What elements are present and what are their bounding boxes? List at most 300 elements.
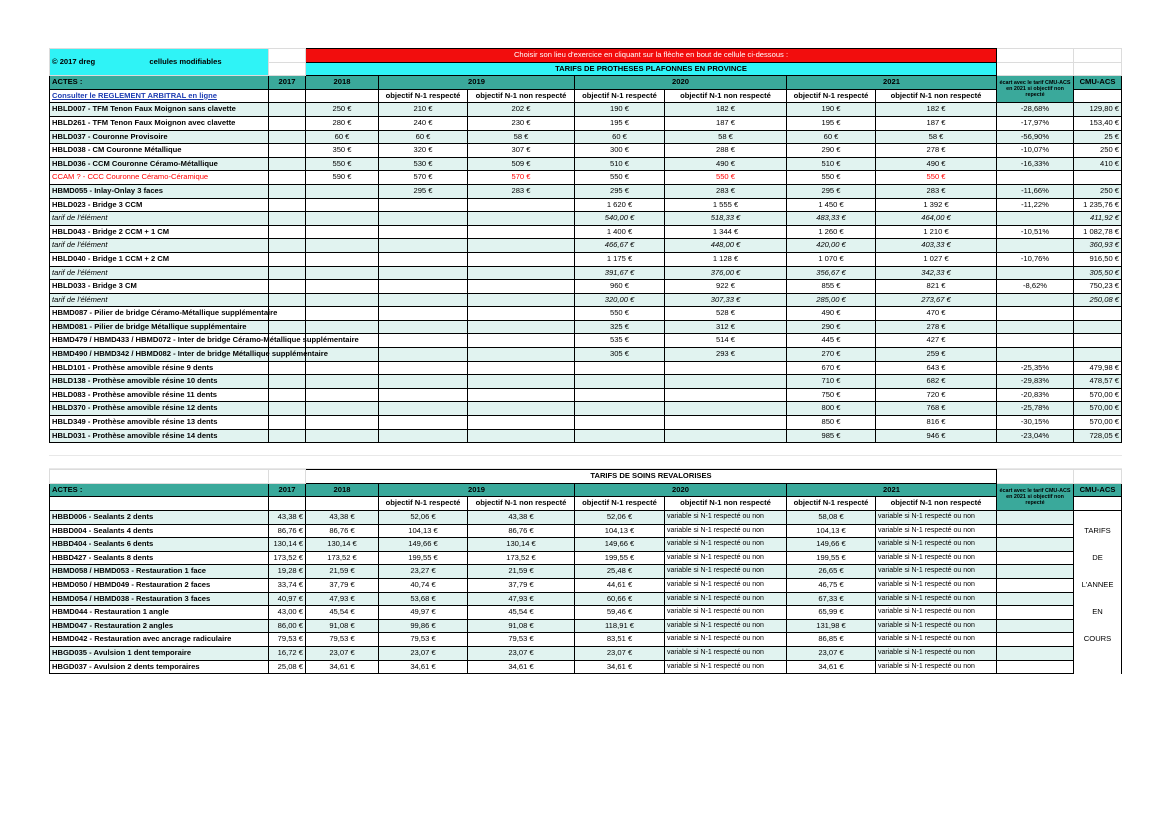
cell-a19[interactable]: 320 €	[379, 144, 468, 158]
cell-b19[interactable]: 230 €	[468, 116, 575, 130]
cell-y2018[interactable]: 250 €	[306, 103, 379, 117]
cell-a20[interactable]: 190 €	[575, 103, 665, 117]
cell-b19[interactable]	[468, 212, 575, 226]
cell-b20[interactable]: variable si N-1 respecté ou non	[665, 660, 787, 674]
arbitral-rules-link[interactable]: Consulter le REGLEMENT ARBITRAL en ligne	[50, 89, 269, 103]
cell-a19[interactable]: 99,86 €	[379, 619, 468, 633]
cell-ecart[interactable]: -30,15%	[997, 416, 1074, 430]
cell-a19[interactable]: 23,07 €	[379, 646, 468, 660]
cell-a21[interactable]: 850 €	[787, 416, 876, 430]
cell-b20[interactable]: 448,00 €	[665, 239, 787, 253]
cell-b19[interactable]: 21,59 €	[468, 565, 575, 579]
cell-a21[interactable]: 86,85 €	[787, 633, 876, 647]
cell-cmu[interactable]: 250 €	[1074, 144, 1122, 158]
cell-y2017[interactable]: 43,38 €	[269, 511, 306, 525]
cell-b21[interactable]: 427 €	[876, 334, 997, 348]
cell-ecart[interactable]	[997, 266, 1074, 280]
cell-a19[interactable]: 149,66 €	[379, 538, 468, 552]
cell-cmu[interactable]: TARIFS	[1074, 524, 1122, 538]
cell-a20[interactable]: 1 175 €	[575, 252, 665, 266]
cell-y2018[interactable]	[306, 198, 379, 212]
cell-b20[interactable]	[665, 375, 787, 389]
cell-b20[interactable]: 518,33 €	[665, 212, 787, 226]
cell-ecart[interactable]: -20,83%	[997, 388, 1074, 402]
cell-b21[interactable]: 821 €	[876, 280, 997, 294]
cell-ecart[interactable]	[997, 633, 1074, 647]
cell-ecart[interactable]	[997, 646, 1074, 660]
cell-b20[interactable]: 376,00 €	[665, 266, 787, 280]
cell-cmu[interactable]: 728,05 €	[1074, 429, 1122, 443]
cell-a20[interactable]: 391,67 €	[575, 266, 665, 280]
cell-a19[interactable]: 295 €	[379, 184, 468, 198]
cell-cmu[interactable]: 410 €	[1074, 157, 1122, 171]
cell-a20[interactable]	[575, 375, 665, 389]
cell-a21[interactable]: 285,00 €	[787, 293, 876, 307]
cell-a21[interactable]: 445 €	[787, 334, 876, 348]
cell-b21[interactable]: 278 €	[876, 320, 997, 334]
cell-y2018[interactable]: 550 €	[306, 157, 379, 171]
cell-b20[interactable]: 1 128 €	[665, 252, 787, 266]
cell-a21[interactable]: 670 €	[787, 361, 876, 375]
cell-cmu[interactable]: 570,00 €	[1074, 416, 1122, 430]
cell-y2018[interactable]: 45,54 €	[306, 606, 379, 620]
cell-y2017[interactable]: 130,14 €	[269, 538, 306, 552]
cell-b21[interactable]: 946 €	[876, 429, 997, 443]
cell-a19[interactable]: 104,13 €	[379, 524, 468, 538]
cell-y2017[interactable]	[269, 416, 306, 430]
cell-a20[interactable]: 550 €	[575, 307, 665, 321]
cell-y2017[interactable]	[269, 402, 306, 416]
cell-y2018[interactable]	[306, 266, 379, 280]
cell-b21[interactable]: variable si N-1 respecté ou non	[876, 606, 997, 620]
cell-a20[interactable]: 118,91 €	[575, 619, 665, 633]
cell-b19[interactable]	[468, 348, 575, 362]
cell-a21[interactable]: 290 €	[787, 320, 876, 334]
cell-y2018[interactable]: 130,14 €	[306, 538, 379, 552]
cell-a20[interactable]	[575, 361, 665, 375]
cell-y2018[interactable]	[306, 416, 379, 430]
cell-a20[interactable]: 34,61 €	[575, 660, 665, 674]
cell-b21[interactable]: variable si N-1 respecté ou non	[876, 538, 997, 552]
cell-cmu[interactable]	[1074, 511, 1122, 525]
cell-a19[interactable]	[379, 375, 468, 389]
cell-ecart[interactable]	[997, 619, 1074, 633]
cell-ecart[interactable]	[997, 551, 1074, 565]
cell-a19[interactable]: 34,61 €	[379, 660, 468, 674]
cell-ecart[interactable]	[997, 239, 1074, 253]
cell-y2018[interactable]	[306, 361, 379, 375]
cell-b19[interactable]	[468, 293, 575, 307]
cell-ecart[interactable]: -11,66%	[997, 184, 1074, 198]
cell-a20[interactable]: 60 €	[575, 130, 665, 144]
cell-a20[interactable]: 44,61 €	[575, 578, 665, 592]
cell-ecart[interactable]	[997, 334, 1074, 348]
cell-a21[interactable]: 149,66 €	[787, 538, 876, 552]
cell-b20[interactable]: 550 €	[665, 171, 787, 185]
cell-b21[interactable]: 816 €	[876, 416, 997, 430]
cell-b19[interactable]	[468, 239, 575, 253]
cell-ecart[interactable]: -28,68%	[997, 103, 1074, 117]
cell-a21[interactable]: 483,33 €	[787, 212, 876, 226]
cell-cmu[interactable]: 1 082,78 €	[1074, 225, 1122, 239]
cell-a21[interactable]: 1 450 €	[787, 198, 876, 212]
cell-a21[interactable]: 750 €	[787, 388, 876, 402]
cell-b19[interactable]	[468, 429, 575, 443]
cell-a20[interactable]: 52,06 €	[575, 511, 665, 525]
cell-a21[interactable]: 490 €	[787, 307, 876, 321]
cell-b19[interactable]: 45,54 €	[468, 606, 575, 620]
cell-b20[interactable]	[665, 402, 787, 416]
cell-a20[interactable]: 510 €	[575, 157, 665, 171]
cell-a19[interactable]: 23,27 €	[379, 565, 468, 579]
cell-cmu[interactable]: 129,80 €	[1074, 103, 1122, 117]
cell-cmu[interactable]: 479,98 €	[1074, 361, 1122, 375]
cell-ecart[interactable]: -23,04%	[997, 429, 1074, 443]
cell-b20[interactable]: variable si N-1 respecté ou non	[665, 565, 787, 579]
cell-b21[interactable]: 643 €	[876, 361, 997, 375]
cell-y2018[interactable]: 23,07 €	[306, 646, 379, 660]
cell-b19[interactable]	[468, 361, 575, 375]
cell-b21[interactable]: 273,67 €	[876, 293, 997, 307]
cell-a20[interactable]: 325 €	[575, 320, 665, 334]
cell-y2018[interactable]: 34,61 €	[306, 660, 379, 674]
cell-a21[interactable]: 104,13 €	[787, 524, 876, 538]
cell-b21[interactable]: variable si N-1 respecté ou non	[876, 524, 997, 538]
cell-y2017[interactable]	[269, 103, 306, 117]
cell-a20[interactable]: 466,67 €	[575, 239, 665, 253]
cell-a21[interactable]: 195 €	[787, 116, 876, 130]
cell-b20[interactable]: variable si N-1 respecté ou non	[665, 633, 787, 647]
cell-y2018[interactable]: 173,52 €	[306, 551, 379, 565]
cell-a21[interactable]: 1 260 €	[787, 225, 876, 239]
cell-b19[interactable]: 43,38 €	[468, 511, 575, 525]
cell-a19[interactable]: 199,55 €	[379, 551, 468, 565]
cell-b21[interactable]: 278 €	[876, 144, 997, 158]
cell-b21[interactable]: 1 210 €	[876, 225, 997, 239]
cell-ecart[interactable]	[997, 293, 1074, 307]
cell-y2017[interactable]	[269, 171, 306, 185]
cell-b19[interactable]: 37,79 €	[468, 578, 575, 592]
cell-y2017[interactable]: 43,00 €	[269, 606, 306, 620]
cell-b20[interactable]: variable si N-1 respecté ou non	[665, 551, 787, 565]
cell-ecart[interactable]	[997, 348, 1074, 362]
cell-cmu[interactable]: DE	[1074, 551, 1122, 565]
cell-ecart[interactable]	[997, 171, 1074, 185]
cell-a19[interactable]	[379, 334, 468, 348]
cell-a21[interactable]: 60 €	[787, 130, 876, 144]
cell-b21[interactable]: 1 027 €	[876, 252, 997, 266]
cell-y2018[interactable]: 43,38 €	[306, 511, 379, 525]
cell-b19[interactable]: 307 €	[468, 144, 575, 158]
cell-cmu[interactable]	[1074, 646, 1122, 660]
cell-b20[interactable]	[665, 388, 787, 402]
cell-a19[interactable]	[379, 348, 468, 362]
cell-b19[interactable]	[468, 252, 575, 266]
cell-a20[interactable]: 960 €	[575, 280, 665, 294]
cell-cmu[interactable]: 305,50 €	[1074, 266, 1122, 280]
cell-a19[interactable]: 210 €	[379, 103, 468, 117]
cell-cmu[interactable]	[1074, 320, 1122, 334]
cell-a21[interactable]: 58,08 €	[787, 511, 876, 525]
cell-b19[interactable]: 23,07 €	[468, 646, 575, 660]
cell-y2018[interactable]: 21,59 €	[306, 565, 379, 579]
cell-b20[interactable]: variable si N-1 respecté ou non	[665, 511, 787, 525]
cell-a21[interactable]: 65,99 €	[787, 606, 876, 620]
cell-b21[interactable]: variable si N-1 respecté ou non	[876, 619, 997, 633]
cell-a21[interactable]: 295 €	[787, 184, 876, 198]
cell-a19[interactable]	[379, 307, 468, 321]
cell-y2017[interactable]	[269, 157, 306, 171]
cell-a21[interactable]: 23,07 €	[787, 646, 876, 660]
cell-y2018[interactable]	[306, 388, 379, 402]
cell-a21[interactable]: 26,65 €	[787, 565, 876, 579]
cell-y2018[interactable]: 91,08 €	[306, 619, 379, 633]
cell-a19[interactable]: 53,68 €	[379, 592, 468, 606]
cell-cmu[interactable]: 570,00 €	[1074, 388, 1122, 402]
cell-b19[interactable]	[468, 375, 575, 389]
cell-cmu[interactable]: 750,23 €	[1074, 280, 1122, 294]
cell-y2018[interactable]: 60 €	[306, 130, 379, 144]
cell-a19[interactable]	[379, 320, 468, 334]
cell-ecart[interactable]: -11,22%	[997, 198, 1074, 212]
cell-b20[interactable]: variable si N-1 respecté ou non	[665, 606, 787, 620]
cell-a19[interactable]: 52,06 €	[379, 511, 468, 525]
cell-a20[interactable]: 1 620 €	[575, 198, 665, 212]
cell-a19[interactable]	[379, 252, 468, 266]
cell-b21[interactable]: 342,33 €	[876, 266, 997, 280]
cell-b19[interactable]	[468, 307, 575, 321]
cell-b19[interactable]	[468, 225, 575, 239]
cell-a19[interactable]	[379, 429, 468, 443]
cell-a21[interactable]: 131,98 €	[787, 619, 876, 633]
cell-a20[interactable]: 550 €	[575, 171, 665, 185]
cell-y2017[interactable]: 25,08 €	[269, 660, 306, 674]
cell-cmu[interactable]: 570,00 €	[1074, 402, 1122, 416]
cell-a21[interactable]: 270 €	[787, 348, 876, 362]
cell-cmu[interactable]: L'ANNEE	[1074, 578, 1122, 592]
cell-y2017[interactable]: 173,52 €	[269, 551, 306, 565]
cell-a21[interactable]: 1 070 €	[787, 252, 876, 266]
cell-a19[interactable]	[379, 388, 468, 402]
cell-a19[interactable]: 40,74 €	[379, 578, 468, 592]
cell-b21[interactable]: variable si N-1 respecté ou non	[876, 660, 997, 674]
cell-y2017[interactable]	[269, 320, 306, 334]
cell-a20[interactable]	[575, 402, 665, 416]
cell-cmu[interactable]	[1074, 538, 1122, 552]
cell-b21[interactable]: 403,33 €	[876, 239, 997, 253]
cell-a19[interactable]: 79,53 €	[379, 633, 468, 647]
cell-y2017[interactable]	[269, 280, 306, 294]
cell-ecart[interactable]	[997, 578, 1074, 592]
cell-b19[interactable]	[468, 320, 575, 334]
cell-cmu[interactable]: 25 €	[1074, 130, 1122, 144]
cell-b19[interactable]	[468, 388, 575, 402]
cell-a19[interactable]: 570 €	[379, 171, 468, 185]
cell-ecart[interactable]: -17,97%	[997, 116, 1074, 130]
cell-y2017[interactable]	[269, 184, 306, 198]
cell-y2018[interactable]	[306, 307, 379, 321]
cell-a21[interactable]: 356,67 €	[787, 266, 876, 280]
cell-a19[interactable]	[379, 416, 468, 430]
cell-a20[interactable]: 195 €	[575, 116, 665, 130]
cell-cmu[interactable]: 1 235,76 €	[1074, 198, 1122, 212]
cell-y2017[interactable]: 19,28 €	[269, 565, 306, 579]
cell-cmu[interactable]	[1074, 619, 1122, 633]
cell-b21[interactable]: variable si N-1 respecté ou non	[876, 633, 997, 647]
cell-b21[interactable]: 720 €	[876, 388, 997, 402]
cell-cmu[interactable]: 250,08 €	[1074, 293, 1122, 307]
cell-cmu[interactable]	[1074, 565, 1122, 579]
cell-b20[interactable]: 922 €	[665, 280, 787, 294]
cell-b20[interactable]: 182 €	[665, 103, 787, 117]
cell-y2017[interactable]	[269, 388, 306, 402]
cell-a20[interactable]: 104,13 €	[575, 524, 665, 538]
cell-y2018[interactable]	[306, 293, 379, 307]
cell-a19[interactable]	[379, 198, 468, 212]
cell-b20[interactable]: 514 €	[665, 334, 787, 348]
cell-b20[interactable]	[665, 361, 787, 375]
cell-b19[interactable]	[468, 198, 575, 212]
cell-a21[interactable]: 46,75 €	[787, 578, 876, 592]
cell-a20[interactable]: 295 €	[575, 184, 665, 198]
cell-y2018[interactable]	[306, 184, 379, 198]
cell-ecart[interactable]: -29,83%	[997, 375, 1074, 389]
cell-ecart[interactable]: -25,35%	[997, 361, 1074, 375]
cell-b21[interactable]: 182 €	[876, 103, 997, 117]
cell-cmu[interactable]: 250 €	[1074, 184, 1122, 198]
cell-b20[interactable]: variable si N-1 respecté ou non	[665, 578, 787, 592]
cell-cmu[interactable]: 478,57 €	[1074, 375, 1122, 389]
cell-b21[interactable]: variable si N-1 respecté ou non	[876, 646, 997, 660]
cell-a20[interactable]: 540,00 €	[575, 212, 665, 226]
cell-ecart[interactable]	[997, 565, 1074, 579]
cell-cmu[interactable]: 916,50 €	[1074, 252, 1122, 266]
cell-ecart[interactable]	[997, 606, 1074, 620]
cell-a21[interactable]: 855 €	[787, 280, 876, 294]
cell-b21[interactable]: 464,00 €	[876, 212, 997, 226]
cell-y2017[interactable]	[269, 239, 306, 253]
cell-cmu[interactable]	[1074, 307, 1122, 321]
cell-b19[interactable]: 130,14 €	[468, 538, 575, 552]
cell-b20[interactable]: variable si N-1 respecté ou non	[665, 619, 787, 633]
cell-b19[interactable]: 91,08 €	[468, 619, 575, 633]
cell-a19[interactable]: 60 €	[379, 130, 468, 144]
cell-b19[interactable]	[468, 416, 575, 430]
cell-a20[interactable]: 23,07 €	[575, 646, 665, 660]
cell-b21[interactable]: 187 €	[876, 116, 997, 130]
cell-b21[interactable]: 1 392 €	[876, 198, 997, 212]
cell-y2017[interactable]: 16,72 €	[269, 646, 306, 660]
cell-y2018[interactable]	[306, 429, 379, 443]
cell-y2018[interactable]	[306, 239, 379, 253]
cell-ecart[interactable]	[997, 538, 1074, 552]
cell-cmu[interactable]	[1074, 660, 1122, 674]
cell-a21[interactable]: 985 €	[787, 429, 876, 443]
cell-a19[interactable]	[379, 225, 468, 239]
cell-y2018[interactable]	[306, 375, 379, 389]
cell-b21[interactable]: variable si N-1 respecté ou non	[876, 511, 997, 525]
cell-ecart[interactable]	[997, 660, 1074, 674]
cell-a19[interactable]	[379, 361, 468, 375]
cell-y2018[interactable]	[306, 225, 379, 239]
cell-a19[interactable]	[379, 212, 468, 226]
cell-y2017[interactable]: 86,00 €	[269, 619, 306, 633]
cell-b20[interactable]	[665, 429, 787, 443]
cell-b19[interactable]	[468, 334, 575, 348]
cell-y2017[interactable]	[269, 212, 306, 226]
cell-b19[interactable]: 509 €	[468, 157, 575, 171]
cell-a20[interactable]: 149,66 €	[575, 538, 665, 552]
cell-y2017[interactable]	[269, 144, 306, 158]
cell-y2017[interactable]	[269, 375, 306, 389]
cell-ecart[interactable]: -25,78%	[997, 402, 1074, 416]
cell-a19[interactable]	[379, 280, 468, 294]
cell-b19[interactable]: 47,93 €	[468, 592, 575, 606]
cell-b19[interactable]: 86,76 €	[468, 524, 575, 538]
cell-b21[interactable]: 768 €	[876, 402, 997, 416]
cell-b21[interactable]: variable si N-1 respecté ou non	[876, 551, 997, 565]
cell-cmu[interactable]	[1074, 348, 1122, 362]
cell-a20[interactable]: 83,51 €	[575, 633, 665, 647]
cell-b20[interactable]: 1 555 €	[665, 198, 787, 212]
cell-y2018[interactable]: 47,93 €	[306, 592, 379, 606]
cell-y2018[interactable]	[306, 320, 379, 334]
cell-y2017[interactable]: 40,97 €	[269, 592, 306, 606]
cell-cmu[interactable]: 411,92 €	[1074, 212, 1122, 226]
cell-cmu[interactable]: EN	[1074, 606, 1122, 620]
cell-y2018[interactable]: 280 €	[306, 116, 379, 130]
cell-ecart[interactable]: -16,33%	[997, 157, 1074, 171]
cell-a20[interactable]	[575, 429, 665, 443]
cell-a20[interactable]: 320,00 €	[575, 293, 665, 307]
cell-b20[interactable]: 58 €	[665, 130, 787, 144]
cell-b20[interactable]: 283 €	[665, 184, 787, 198]
cell-a20[interactable]	[575, 416, 665, 430]
cell-a20[interactable]	[575, 388, 665, 402]
cell-b21[interactable]: 58 €	[876, 130, 997, 144]
cell-b19[interactable]: 283 €	[468, 184, 575, 198]
cell-a21[interactable]: 199,55 €	[787, 551, 876, 565]
cell-b20[interactable]: 187 €	[665, 116, 787, 130]
cell-cmu[interactable]	[1074, 592, 1122, 606]
cell-y2018[interactable]: 37,79 €	[306, 578, 379, 592]
cell-b21[interactable]: 283 €	[876, 184, 997, 198]
cell-b20[interactable]: 1 344 €	[665, 225, 787, 239]
cell-b21[interactable]: 682 €	[876, 375, 997, 389]
cell-y2017[interactable]	[269, 116, 306, 130]
cell-y2018[interactable]	[306, 252, 379, 266]
cell-b21[interactable]: 259 €	[876, 348, 997, 362]
cell-a21[interactable]: 190 €	[787, 103, 876, 117]
cell-b20[interactable]: 312 €	[665, 320, 787, 334]
cell-y2018[interactable]	[306, 280, 379, 294]
cell-y2017[interactable]: 86,76 €	[269, 524, 306, 538]
cell-b19[interactable]: 570 €	[468, 171, 575, 185]
cell-ecart[interactable]	[997, 320, 1074, 334]
cell-a19[interactable]	[379, 293, 468, 307]
cell-b20[interactable]: 528 €	[665, 307, 787, 321]
cell-b20[interactable]: 307,33 €	[665, 293, 787, 307]
cell-cmu[interactable]	[1074, 334, 1122, 348]
cell-y2017[interactable]	[269, 266, 306, 280]
cell-y2017[interactable]	[269, 361, 306, 375]
cell-b20[interactable]	[665, 416, 787, 430]
cell-a20[interactable]: 199,55 €	[575, 551, 665, 565]
cell-b21[interactable]: 470 €	[876, 307, 997, 321]
cell-ecart[interactable]: -10,07%	[997, 144, 1074, 158]
cell-y2017[interactable]	[269, 293, 306, 307]
cell-b20[interactable]: variable si N-1 respecté ou non	[665, 646, 787, 660]
